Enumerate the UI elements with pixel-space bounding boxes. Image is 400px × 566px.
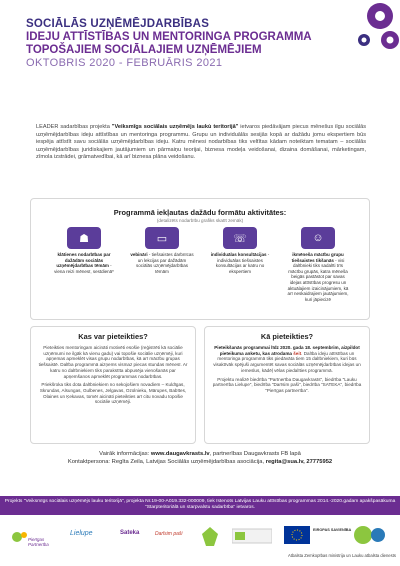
darisim-logo: Darīsim paši: [155, 531, 183, 537]
eu-flag-icon: [284, 526, 310, 546]
application-link[interactable]: šeit: [293, 350, 302, 356]
group-icon: ☺: [301, 227, 335, 249]
activities-section: [30, 198, 370, 320]
webinar-icon: ▭: [145, 227, 179, 249]
eu-text: EIROPAS SAVIENĪBA: [313, 528, 352, 532]
poster-header: [26, 18, 346, 70]
activity-item: [52, 227, 116, 302]
contact-person: Kontaktpersona: Regīta Zeila, Latvijas Sociālās uzņēmējdarbības asociācija,: [67, 458, 266, 465]
intro-paragraph: [36, 124, 366, 162]
latvia-rural-logo: [232, 526, 272, 546]
header-line-3: TOPOŠAJIEM SOCIĀLAJIEM UZŅĒMĒJIEM: [26, 44, 262, 56]
how-text: . Dalība ideju attīstības un mentoringa programmā tiks piedāvāta tiem 15 dalībniekiem, kuri būs visaktīvāk spējuši argumentēt savas sociālās uzņēmējdarbības idejas un iemeslus, kādēļ vēlas piedalīties programmā.: [213, 350, 361, 373]
who-title: Kas var pieteikties?: [78, 332, 148, 341]
who-paragraph-2: Priekšroka tiks dota dalībniekiem no sekojošiem novadiem – Kuldīgas, Skrundas, Alsungas, Gulbenes, Jelgavas, Ozolnieku, Mārupes, Babītes, Olaines un Ķekavas, tomēr aicināti pieteikties arī citu novadu topošie sociālie uzņēmēji.: [39, 382, 187, 405]
who-paragraph-1: Pieteikties mentoringam aicināti motivēti esošie (reģistrēti kā sociālie uzņēmumi ne ilgāk kā vienu gadu) vai topošie sociālie uzņēmēji, kuri apņemas apmeklēt visas grupu nodarbības, kā arī mācību grupas tiešsaistē. Dalība programmā aizņems vismaz piecas stundas mēnesī. Ar katru no dalībniekiem tiks parakstīta abpusēja vienošanās par apņemšanos apmeklēt programmas nodarbības.: [38, 345, 188, 379]
sateka-text: Sateka: [120, 530, 140, 536]
funding-banner: Projekts "Veiksmīgs sociālais uzņēmējs lauku teritorijā", projekta Nr.19-00-A019.332-000009, tiek īstenots Latvijas Lauku attīstības programmas 2014.-2020.gadam apakšpasākuma "Starpteritoriālā un starpvalstu sadarbība" ietvaros.: [0, 496, 400, 515]
how-title: Kā pieteikties?: [260, 332, 314, 341]
activity-text: - individuālas tiešsaistes konsultācijas ar katru no ekspertiem: [215, 252, 270, 274]
logo-strip: [0, 520, 400, 566]
activity-bold: ikmēneša mācību grupu tiešsaistes tikšanās: [291, 252, 344, 263]
activity-bold: vebināri: [130, 252, 148, 257]
sateka-logo: [120, 530, 150, 544]
intro-project-name: "Veiksmīgs sociālais uzņēmējs laukù teritorijā": [111, 124, 239, 130]
header-line-2: IDEJU ATTĪSTĪBAS UN MENTORINGA PROGRAMMA: [26, 31, 312, 43]
how-to-apply-box: [204, 326, 370, 444]
contact-info: [30, 451, 370, 466]
activity-text: - tiešsaistes darbnīcas un lekcijas par dažādām sociālās uzņēmējdarbības tēmām: [135, 252, 194, 274]
activity-item: [130, 227, 194, 302]
ministry-support-text: Atbalsta Zemkopības ministrija un Lauku atbalsta dienests: [287, 553, 396, 558]
how-paragraph-2: Projektu realizē biedrība "Partnerība Daugavkrasts", biedrība "Lauku partnerība Lielupe", biedrība "Darīsim paši", biedrība "SATEKA", biedrība "Pierīgas partnerība".: [212, 376, 362, 393]
header-line-1: SOCIĀLĀS UZŅĒMĒJDARBĪBAS: [26, 18, 210, 30]
activities-subtitle: (detalizēts nodarbību grafiks skatīt zemāk): [156, 218, 244, 223]
how-deadline: Pieteikšanās programmai līdz 2020. gada 18. septembrim, aizpildot pieteikuma anketu, kas atrodama: [214, 345, 360, 356]
who-can-apply-box: [30, 326, 196, 444]
pierigas-logo: [10, 528, 54, 546]
contact-email-phone[interactable]: regita@sua.lv, 27775952: [265, 458, 333, 465]
classroom-icon: ☗: [67, 227, 101, 249]
activities-title: Programmā iekļautas dažādu formātu aktivitātes:: [113, 208, 287, 217]
activity-bold: individuālas konsultācijas: [210, 252, 267, 257]
activity-item: [208, 227, 272, 302]
pierigas-text: Pierīgas Partnerība: [28, 537, 49, 547]
how-paragraph-1: [211, 345, 363, 374]
info-label: Vairāk informācijas:: [99, 451, 151, 457]
info-fb: , partnerības Daugavkrasts FB lapā: [209, 451, 301, 457]
consultation-icon: ☏: [223, 227, 257, 249]
lielupe-logo: Lielupe: [70, 530, 93, 537]
intro-text-2: ietvaros piedāvājam piecus mēnešus ilgu sociālās uzņēmējdarbības ideju attīstības un mentoringa programmu. Grupu un individuālās sesijās kopā ar dažādu jomu ekspertiem būs iespēja attīstīt savu sociālās uzņēmējdarbības ideju. Katru mēnesi nodarbības tiks veltītas kādam noteiktam tematam – sociālās uzņēmējdarbības juridiskajiem jautājumiem un pārmaiņu teorijai, biznesa modeļa veidošanai, dizaina domāšanai, mārketingam, zīmola izstrādei, grāmatvedībai, kā arī biznesa plāna veidošanu.: [36, 124, 366, 161]
activity-text: - visi dalībnieki tiks sadalīti trīs mācību grupās, katra mēneša beigās pastāstot par savas idejas attīstības progresu un aktuālajiem izaicinājumiem, kā arī neskaidrajiem jautājumiem, kuri jāpiecizē: [287, 257, 349, 302]
intro-text-1: LEADER sadarbības projekta: [36, 124, 112, 130]
header-dates: OKTOBRIS 2020 - FEBRUĀRIS 2021: [26, 57, 223, 69]
activity-text: - viena reizi mēnesī, sestdienā*: [54, 263, 114, 274]
website-link[interactable]: www.daugavkrasts.lv: [150, 451, 210, 457]
activity-item: [286, 227, 350, 302]
leader-logo: [352, 524, 388, 546]
activity-bold: klātienes nodarbības par dažādām sociālās uzņēmējdarbības tēmām: [56, 252, 111, 269]
daugavkrasts-logo: [200, 526, 220, 548]
